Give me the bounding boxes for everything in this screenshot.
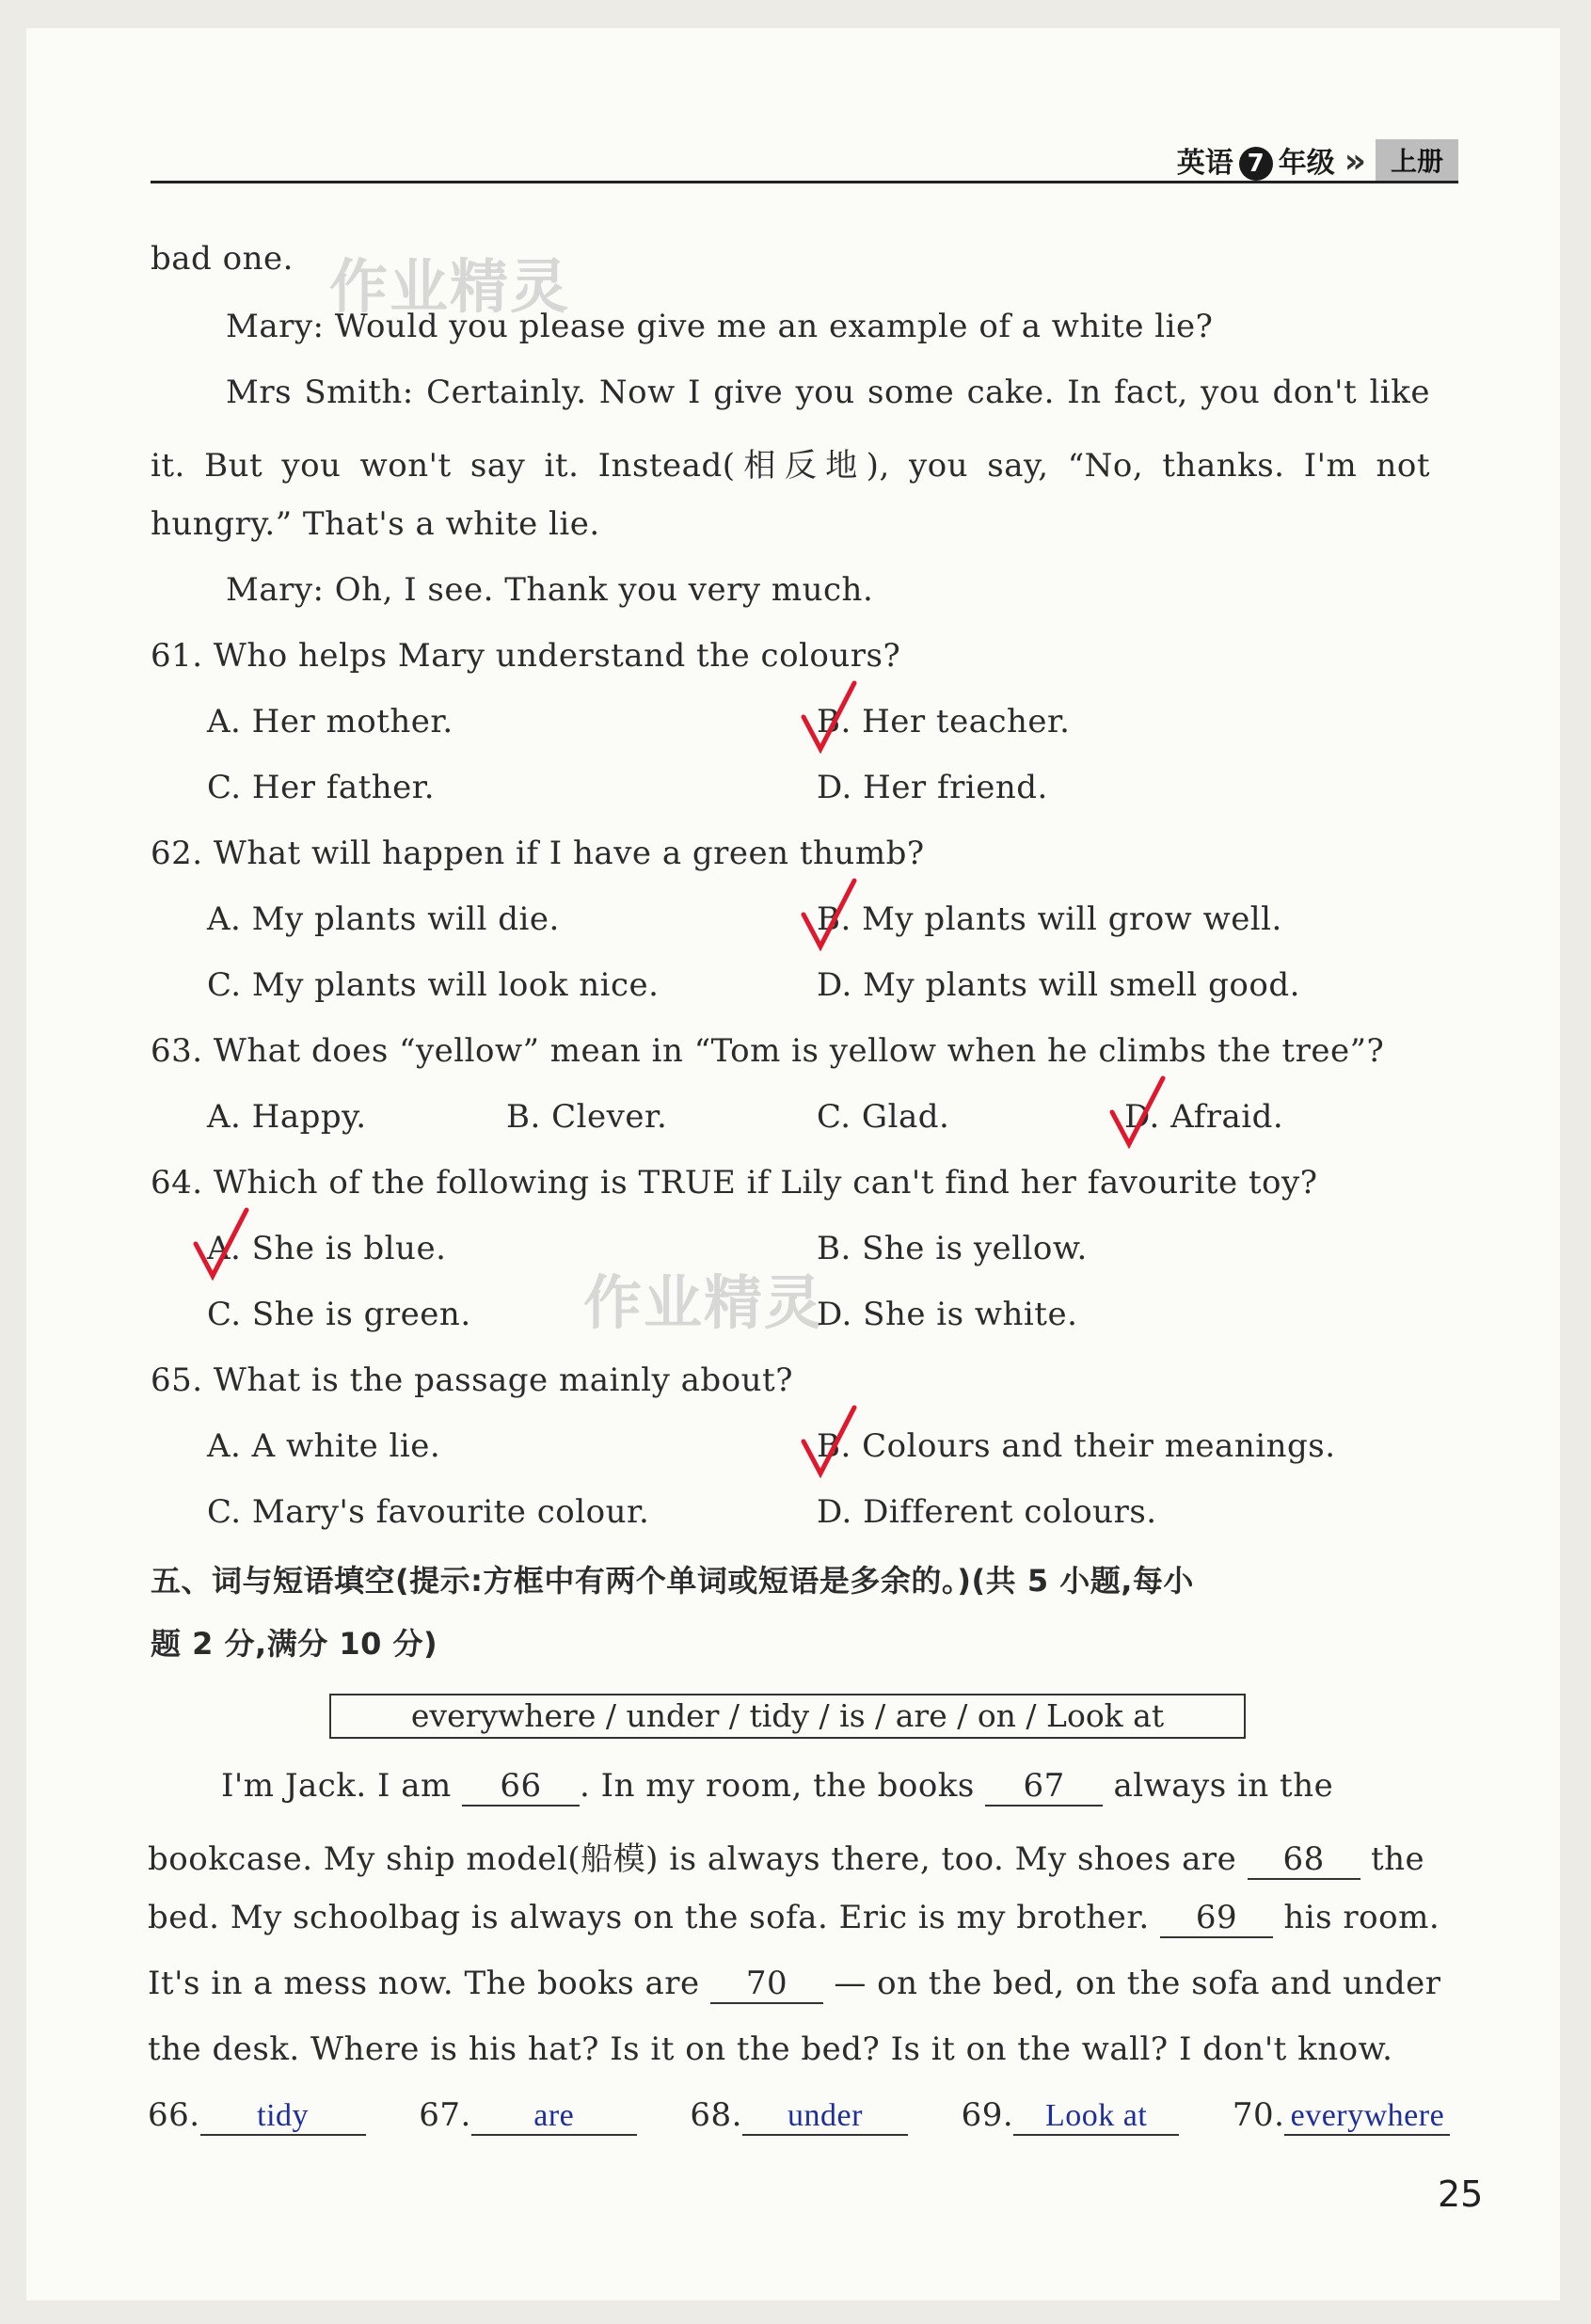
cloze-text: his room. [1283, 1899, 1440, 1936]
answer-number: 69. [961, 2096, 1014, 2134]
grade-suffix: 年级 [1278, 147, 1335, 180]
page-number: 25 [1438, 2173, 1484, 2215]
cloze-text: the [1370, 1840, 1425, 1878]
passage-line: bad one. [151, 240, 294, 278]
question-stem: 63. What does “yellow” mean in “Tom is yellow when he climbs the tree”? [151, 1032, 1385, 1070]
word-bank-box: everywhere / under / tidy / is / are / on / Look at [329, 1694, 1246, 1739]
section-title: 题 2 分,满分 10 分) [151, 1626, 438, 1662]
question-stem: 64. Which of the following is TRUE if Lily can't find her favourite toy? [151, 1164, 1318, 1202]
grade-number: 7 [1239, 147, 1273, 181]
cloze-text: — on the bed, on the sofa and under [834, 1965, 1441, 2002]
option: D. Afraid. [1124, 1098, 1284, 1136]
cloze-text: . In my room, the books [580, 1767, 975, 1805]
check-mark-icon [800, 1404, 860, 1479]
blank-69: 69 [1160, 1899, 1273, 1938]
passage-line: Mrs Smith: Certainly. Now I give you some cake. In fact, you don't like [226, 374, 1430, 411]
cloze-text: bed. My schoolbag is always on the sofa. Eric is my brother. [148, 1899, 1150, 1936]
option: D. My plants will smell good. [817, 966, 1300, 1004]
cloze-text: I'm Jack. I am [221, 1767, 452, 1805]
option: A. Happy. [207, 1098, 367, 1136]
answer-67[interactable]: are [533, 2098, 575, 2133]
question-stem: 61. Who helps Mary understand the colours? [151, 637, 901, 675]
blank-70: 70 [710, 1965, 823, 2004]
option: B. Her teacher. [817, 703, 1071, 740]
option: D. Her friend. [817, 769, 1048, 806]
blank-68: 68 [1248, 1840, 1360, 1880]
option: D. Different colours. [817, 1493, 1157, 1531]
option: D. She is white. [817, 1296, 1078, 1333]
watermark: 作业精灵 [329, 252, 571, 321]
option: A. She is blue. [207, 1230, 447, 1267]
option: B. Clever. [506, 1098, 668, 1136]
passage-line: Mary: Would you please give me an example of a white lie? [226, 308, 1214, 345]
check-mark-icon [1108, 1074, 1169, 1150]
cloze-line [148, 1899, 1440, 1938]
passage-line: it. But you won't say it. Instead(相反地), you say, “No, thanks. I'm not [151, 447, 1430, 485]
subject-label: 英语 [1176, 147, 1233, 180]
option: C. Her father. [207, 769, 436, 806]
cloze-text: always in the [1113, 1767, 1334, 1805]
answer-69[interactable]: Look at [1045, 2098, 1148, 2133]
option: B. My plants will grow well. [817, 900, 1282, 938]
check-mark-icon [800, 877, 860, 952]
header-label [1177, 141, 1458, 181]
double-chevron-icon: » [1344, 142, 1366, 181]
question-stem: 62. What will happen if I have a green thumb? [151, 835, 925, 872]
option: A. A white lie. [207, 1427, 441, 1465]
option: C. My plants will look nice. [207, 966, 660, 1004]
passage-line: hungry.” That's a white lie. [151, 505, 600, 543]
answer-row [148, 2096, 1450, 2136]
cloze-line [148, 1965, 1440, 2004]
check-mark-icon [800, 679, 860, 755]
answer-68[interactable]: under [788, 2098, 863, 2133]
volume-label: 上册 [1376, 139, 1458, 181]
watermark: 作业精灵 [583, 1268, 825, 1337]
blank-67: 67 [985, 1767, 1103, 1807]
passage-line: Mary: Oh, I see. Thank you very much. [226, 571, 874, 609]
option: C. Mary's favourite colour. [207, 1493, 650, 1531]
option: C. Glad. [817, 1098, 950, 1136]
answer-number: 66. [148, 2096, 200, 2134]
section-title: 五、词与短语填空(提示:方框中有两个单词或短语是多余的。)(共 5 小题,每小 [151, 1563, 1194, 1599]
cloze-line [148, 1833, 1424, 1880]
option: A. My plants will die. [207, 900, 560, 938]
question-stem: 65. What is the passage mainly about? [151, 1361, 793, 1399]
answer-70[interactable]: everywhere [1290, 2098, 1445, 2133]
cloze-text: It's in a mess now. The books are [148, 1965, 700, 2002]
option: B. She is yellow. [817, 1230, 1088, 1267]
answer-number: 67. [419, 2096, 471, 2134]
header-rule [151, 181, 1458, 183]
option: C. She is green. [207, 1296, 471, 1333]
blank-66: 66 [462, 1767, 580, 1807]
check-mark-icon [192, 1206, 252, 1281]
cloze-line [221, 1767, 1333, 1807]
page-header [151, 141, 1458, 188]
option: B. Colours and their meanings. [817, 1427, 1336, 1465]
answer-number: 70. [1232, 2096, 1285, 2134]
cloze-text: bookcase. My ship model(船模) is always there, too. My shoes are [148, 1840, 1237, 1878]
cloze-line: the desk. Where is his hat? Is it on the bed? Is it on the wall? I don't know. [148, 2030, 1393, 2068]
option: A. Her mother. [207, 703, 453, 740]
answer-number: 68. [690, 2096, 742, 2134]
answer-66[interactable]: tidy [257, 2098, 310, 2133]
